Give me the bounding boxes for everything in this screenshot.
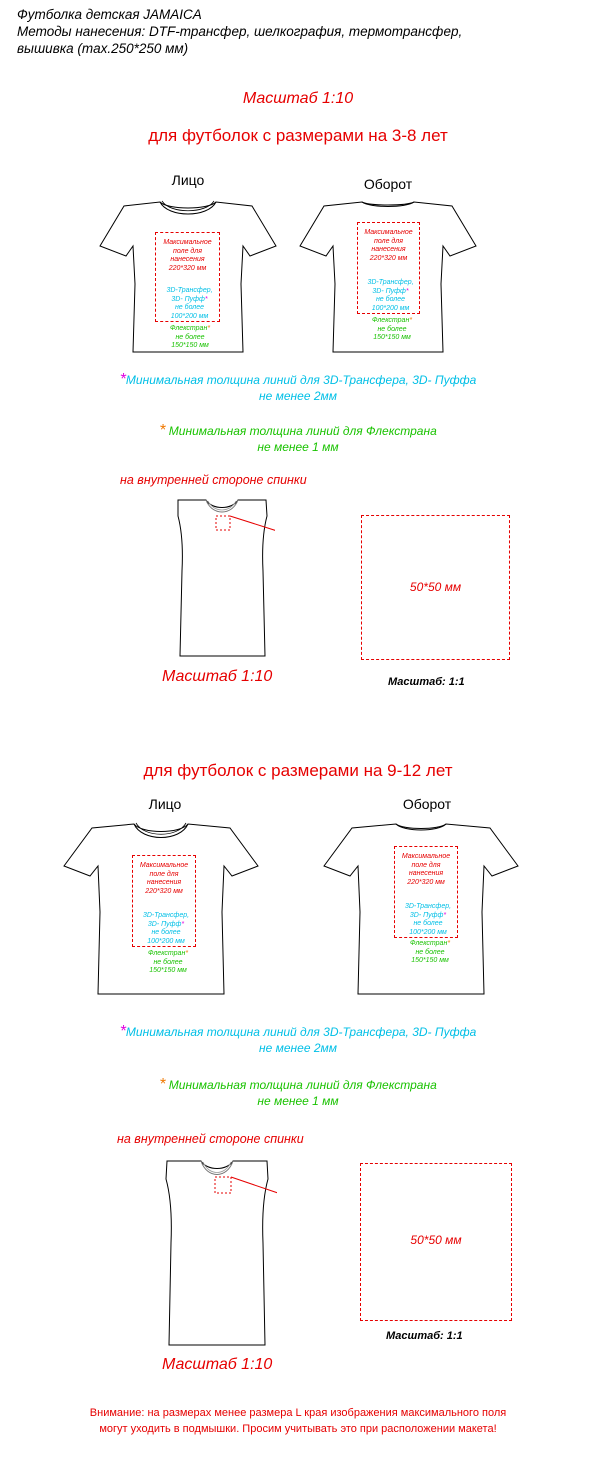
max-zone-line: нанесения: [170, 256, 205, 263]
flex-text-back-2: [400, 940, 460, 966]
flex-line: не более: [175, 333, 205, 341]
product-title: Футболка детская JAMAICA: [17, 7, 202, 22]
puff-line: не более: [413, 920, 443, 927]
puff-line: 100*200 мм: [170, 312, 209, 320]
max-zone-line: 220*320 мм: [168, 264, 207, 272]
max-zone-text-back-1: [357, 229, 420, 263]
puff-line: 100*200 мм: [371, 304, 410, 312]
magenta-asterisk: *: [204, 295, 208, 303]
magenta-asterisk: *: [443, 911, 447, 919]
label-zone-text-2: 50*50 мм: [410, 1233, 462, 1247]
label-zone-text-1: 50*50 мм: [409, 580, 462, 594]
scale-1-1-b: Масштаб: 1:1: [386, 1330, 463, 1342]
methods-line: Методы нанесения: DTF-трансфер, шелкография, термотрансфер,: [17, 24, 463, 39]
puff-line: 3D- Пуфф: [409, 911, 444, 919]
magenta-asterisk: *: [405, 287, 409, 295]
note-flex-2: не менее 1 мм: [257, 440, 339, 454]
flex-line: Флекстран: [169, 325, 208, 332]
max-zone-line: 220*320 мм: [369, 254, 408, 262]
max-zone-line: 220*320 мм: [407, 878, 445, 886]
max-zone-text-front-1: [155, 239, 220, 273]
flex-line: 150*150 мм: [171, 342, 209, 349]
magenta-asterisk: *: [181, 920, 185, 928]
flex-line: 150*150 мм: [411, 957, 449, 964]
max-zone-line: Максимальное: [401, 853, 451, 860]
orange-asterisk: *: [159, 422, 166, 439]
scale-top: Масштаб 1:10: [242, 90, 354, 107]
max-zone-line: 220*320 мм: [145, 887, 183, 895]
max-zone-line: нанесения: [408, 870, 444, 877]
flex-text-back-1: [362, 317, 422, 343]
orange-asterisk: *: [185, 950, 189, 957]
warning-line-1: Внимание: на размерах менее размера L края изображения максимального поля: [89, 1407, 507, 1419]
flex-line: не более: [377, 325, 407, 333]
puff-line: 3D-Трансфер,: [142, 912, 190, 919]
puff-line: 3D-Трансфер,: [166, 287, 213, 294]
puff-line: не более: [174, 304, 205, 311]
note-puff-text: Минимальная толщина линий для 3D-Трансфера, 3D- Пуффа: [125, 373, 477, 387]
flex-line: Флекстран: [371, 317, 410, 324]
flex-text-front-1: [160, 325, 220, 351]
orange-asterisk: *: [447, 940, 451, 947]
flex-line: не более: [153, 958, 183, 966]
puff-line: 3D- Пуфф: [147, 920, 182, 928]
scale-1-1-a: Масштаб: 1:1: [388, 676, 465, 688]
puff-text-front-2: [134, 912, 198, 946]
orange-asterisk: *: [409, 317, 413, 324]
front-label-1: Лицо: [171, 172, 205, 188]
max-zone-line: Максимальное: [139, 862, 189, 869]
warning-line-2: могут уходить в подмышки. Просим учитывать это при расположении макета!: [99, 1423, 497, 1435]
orange-asterisk: *: [159, 1076, 166, 1093]
magenta-asterisk: *: [119, 1023, 126, 1040]
max-zone-line: поле для: [374, 237, 403, 245]
puff-text-back-2: [396, 903, 460, 937]
note-puff-1: [0, 371, 596, 389]
max-zone-line: нанесения: [146, 879, 182, 886]
flex-line: не более: [415, 948, 445, 956]
flex-text-front-2: [138, 950, 198, 976]
section-title-1: для футболок с размерами на 3-8 лет: [148, 126, 448, 145]
inner-side-label-1: на внутренней стороне спинки: [120, 473, 307, 487]
flex-line: 150*150 мм: [373, 334, 411, 341]
puff-line: 3D-Трансфер,: [367, 279, 414, 286]
note-flex-text: Минимальная толщина линий для Флекстрана: [168, 1078, 437, 1092]
flex-line: Флекстран: [147, 950, 186, 957]
max-zone-line: поле для: [149, 870, 179, 878]
note-puff-text: Минимальная толщина линий для 3D-Трансфера, 3D- Пуффа: [125, 1025, 477, 1039]
flex-line: Флекстран: [409, 940, 448, 947]
puff-line: 100*200 мм: [147, 937, 185, 945]
max-zone-line: поле для: [173, 247, 202, 255]
note-flex-3: [0, 1076, 596, 1094]
puff-line: не более: [151, 929, 181, 936]
max-zone-text-back-2: [394, 853, 458, 887]
puff-line: 3D- Пуфф: [372, 287, 406, 295]
methods-line-2: вышивка (max.250*250 мм): [17, 41, 189, 56]
note-flex-4: не менее 1 мм: [257, 1094, 339, 1108]
back-label-2: Оборот: [402, 796, 452, 812]
note-puff-3: [0, 1023, 596, 1041]
magenta-asterisk: *: [119, 371, 126, 388]
max-zone-line: поле для: [411, 861, 441, 869]
note-flex-1: [0, 422, 596, 440]
tshirt-back-inner-1: [170, 496, 275, 658]
max-zone-line: Максимальное: [364, 229, 413, 236]
back-label-1: Оборот: [363, 176, 413, 192]
max-zone-line: нанесения: [371, 246, 406, 253]
flex-line: 150*150 мм: [149, 967, 187, 974]
note-puff-4: не менее 2мм: [259, 1041, 337, 1055]
max-zone-line: Максимальное: [163, 239, 212, 246]
puff-line: не более: [375, 296, 406, 303]
tshirt-back-inner-2: [157, 1157, 277, 1347]
section-title-2: для футболок с размерами на 9-12 лет: [143, 761, 453, 780]
front-label-2: Лицо: [148, 796, 182, 812]
inner-side-label-2: на внутренней стороне спинки: [117, 1132, 304, 1146]
note-flex-text: Минимальная толщина линий для Флекстрана: [168, 424, 437, 438]
max-zone-text-front-2: [132, 862, 196, 896]
puff-line: 3D- Пуфф: [171, 295, 205, 303]
orange-asterisk: *: [207, 325, 211, 332]
puff-text-front-1: [157, 287, 222, 321]
scale-1-10-b: Масштаб 1:10: [162, 1356, 273, 1373]
puff-text-back-1: [359, 279, 422, 313]
note-puff-2: не менее 2мм: [259, 389, 337, 403]
puff-line: 100*200 мм: [409, 928, 447, 936]
scale-1-10-a: Масштаб 1:10: [162, 668, 273, 685]
puff-line: 3D-Трансфер,: [404, 903, 452, 910]
